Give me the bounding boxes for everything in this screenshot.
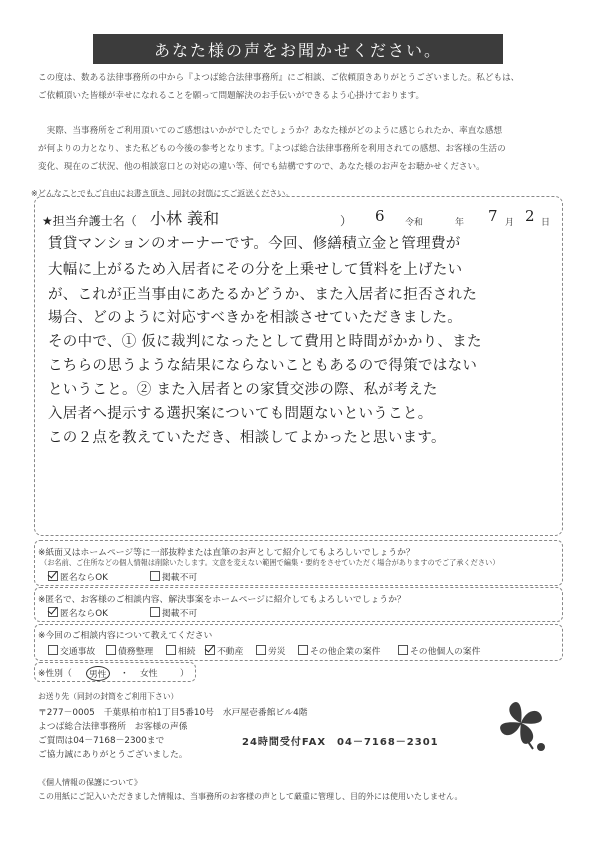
- q1-option-decline[interactable]: 掲載不可: [150, 570, 197, 583]
- intro-line: が何よりの力となり、また私どもの今後の参考となります。『よつば総合法律事務所を利用されての感想、お客様の生活の: [38, 144, 506, 154]
- handwritten-line: 大幅に上がるため入居者にその分を上乗せして賃料を上げたい: [48, 262, 463, 278]
- consult-option-real-estate[interactable]: 不動産: [205, 644, 243, 657]
- mail-heading: お送り先（同封の封筒をご利用下さい）: [38, 692, 179, 701]
- year-unit: 年: [455, 218, 465, 228]
- gender-close: ）: [180, 669, 189, 679]
- gender-option-male-circled[interactable]: 男性: [86, 666, 110, 681]
- handwritten-line: 入居者へ提示する選択案についても問題ないということ。: [48, 406, 433, 422]
- handwritten-line: その中で、① 仮に裁判になったとして費用と時間がかかり、また: [48, 334, 482, 350]
- consult-type-question: ※今回のご相談内容について教えてください: [38, 631, 213, 641]
- intro-line: 実際、当事務所をご利用頂いてのご感想はいかがでしたでしょうか？あなた様がどのように感じられたか、率直な感想: [38, 126, 503, 136]
- thanks-message: ご協力誠にありがとうございました。: [38, 750, 188, 760]
- handwritten-line: こちらの思うような結果にならないこともあるので得策ではない: [48, 358, 478, 374]
- checkbox-icon[interactable]: [150, 571, 160, 581]
- clover-logo-icon: [493, 695, 553, 755]
- checkbox-icon[interactable]: [298, 645, 308, 655]
- handwritten-line: 場合、どのように対応すべきかを相談させていただきました。: [48, 310, 463, 326]
- office-name: よつば総合法律事務所 お客様の声係: [38, 722, 188, 732]
- handwritten-line: ということ。② また入居者との家賃交渉の際、私が考えた: [48, 382, 438, 398]
- intro-line: 変化、現在のご状況、他の相談窓口との対応の違い等、何でも結構ですので、あなた様のお声をお聴かせください。: [38, 162, 485, 172]
- checkbox-checked-icon[interactable]: [205, 645, 215, 655]
- checkbox-icon[interactable]: [256, 645, 266, 655]
- publish-consent-note: （お名前、ご住所などの個人情報は削除いたします。文意を変えない範囲で編集・要約をさせていただく場合がありますのでご了承ください）: [40, 558, 500, 567]
- case-consent-question: ※匿名で、お客様のご相談内容、解決事案をホームページに紹介してもよろしいでしょうか？: [38, 595, 406, 605]
- era-label: 令和: [405, 218, 424, 228]
- checkbox-icon[interactable]: [166, 645, 176, 655]
- consult-option-inheritance[interactable]: 相続: [166, 644, 196, 657]
- publish-consent-question: ※紙面又はホームページ等に一部抜粋または直筆のお声として紹介してもよろしいでしょうか？: [38, 548, 415, 558]
- q1-option-anonymous[interactable]: 匿名ならOK: [48, 570, 108, 583]
- consult-option-individual[interactable]: その他個人の案件: [398, 644, 480, 657]
- checkbox-checked-icon[interactable]: [48, 607, 58, 617]
- consult-option-labor[interactable]: 労災: [256, 644, 286, 657]
- checkbox-checked-icon[interactable]: [48, 571, 58, 581]
- checkbox-icon[interactable]: [150, 607, 160, 617]
- day-value[interactable]: 2: [525, 207, 535, 225]
- privacy-text: この用紙にご記入いただきました情報は、当事務所のお客様の声として厳重に管理し、目的外には使用いたしません。: [38, 792, 463, 801]
- mail-address: 〒277－0005 千葉県柏市柏1丁目5番10号 水戸屋壱番館ビル4階: [38, 708, 308, 718]
- intro-line: この度は、数ある法律事務所の中から『よつば総合法律事務所』にご相談、ご依頼頂きありがとうございました。私どもは、: [38, 73, 520, 83]
- handwritten-line: 賃貸マンションのオーナーです。今回、修繕積立金と管理費が: [48, 236, 461, 252]
- fax-number: 24時間受付FAX 04－7168－2301: [242, 737, 439, 748]
- checkbox-icon[interactable]: [48, 645, 58, 655]
- handwritten-line: この２点を教えていただき、相談してよかったと思います。: [48, 430, 446, 446]
- gender-question: ※性別（: [38, 669, 72, 679]
- q2-option-decline[interactable]: 掲載不可: [150, 606, 197, 619]
- consult-option-traffic[interactable]: 交通事故: [48, 644, 95, 657]
- handwritten-line: が、これが正当事由にあたるかどうか、また入居者に拒否された: [48, 287, 478, 303]
- page-banner: あなた様の声をお聞かせください。: [93, 34, 503, 64]
- q2-option-anonymous[interactable]: 匿名ならOK: [48, 606, 108, 619]
- lawyer-name[interactable]: 小林 義和: [150, 209, 220, 228]
- consult-option-debt[interactable]: 債務整理: [106, 644, 153, 657]
- lawyer-label-close: ）: [340, 214, 353, 228]
- month-unit: 月: [505, 218, 515, 228]
- checkbox-icon[interactable]: [398, 645, 408, 655]
- gender-separator: ・: [120, 669, 129, 679]
- lawyer-label: ★担当弁護士名（: [42, 214, 137, 228]
- gender-option-female[interactable]: 女性: [140, 669, 158, 679]
- era-year-value[interactable]: 6: [375, 207, 385, 225]
- instruction-note: ※どんなことでもご自由にお書き頂き、同封の封筒にてご返送ください。: [31, 189, 294, 198]
- consult-option-corporate[interactable]: その他企業の案件: [298, 644, 380, 657]
- month-value[interactable]: 7: [488, 207, 498, 225]
- contact-phone: ご質問は04－7168－2300まで: [38, 736, 165, 746]
- intro-line: ご依頼頂いた皆様が幸せになれることを願って問題解決のお手伝いができるよう心掛けております。: [38, 91, 425, 101]
- day-unit: 日: [541, 218, 551, 228]
- checkbox-icon[interactable]: [106, 645, 116, 655]
- privacy-title: 《個人情報の保護について》: [38, 778, 142, 787]
